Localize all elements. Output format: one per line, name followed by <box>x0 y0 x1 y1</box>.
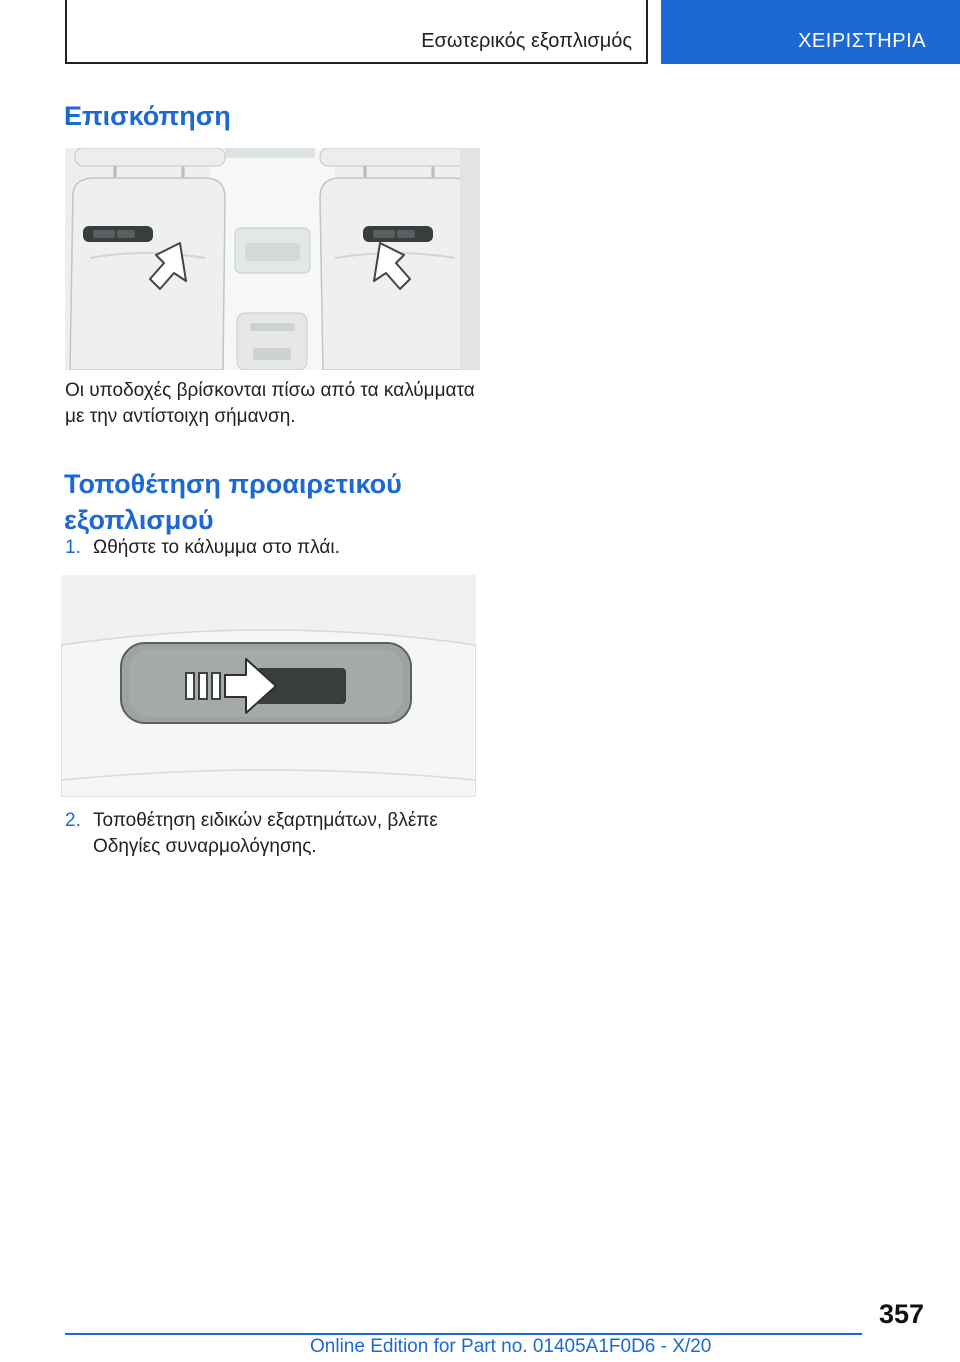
step-text: Τοποθέτηση ειδικών εξαρτημάτων, βλέπε Οδηγίες συναρμολόγησης. <box>93 810 438 857</box>
header-section-title: Εσωτερικός εξοπλισμός <box>421 30 632 52</box>
step-text: Ωθήστε το κάλυμμα στο πλάι. <box>93 537 340 558</box>
page-number: 357 <box>878 1299 924 1329</box>
step-number: 2. <box>65 810 81 831</box>
rear-seatback-mounts-illustration <box>65 148 480 370</box>
header-chapter-tab <box>661 0 960 64</box>
step-item <box>65 808 485 868</box>
overview-caption: Οι υποδοχές βρίσκονται πίσω από τα καλύμματα με την αντίστοιχη σήμανση. <box>65 380 475 427</box>
footer-divider <box>65 1333 862 1335</box>
header-section-box <box>65 0 648 64</box>
slide-cover-arrow-illustration <box>61 575 476 797</box>
step-number: 1. <box>65 537 81 558</box>
install-heading: Τοποθέτηση προαιρετικού εξοπλισμού <box>64 469 402 535</box>
header-chapter-title: ΧΕΙΡΙΣΤΗΡΙΑ <box>798 30 926 52</box>
overview-heading: Επισκόπηση <box>64 101 231 131</box>
step-item <box>65 535 485 565</box>
footer-edition: Online Edition for Part no. 01405A1F0D6 - X/20 <box>310 1336 712 1357</box>
